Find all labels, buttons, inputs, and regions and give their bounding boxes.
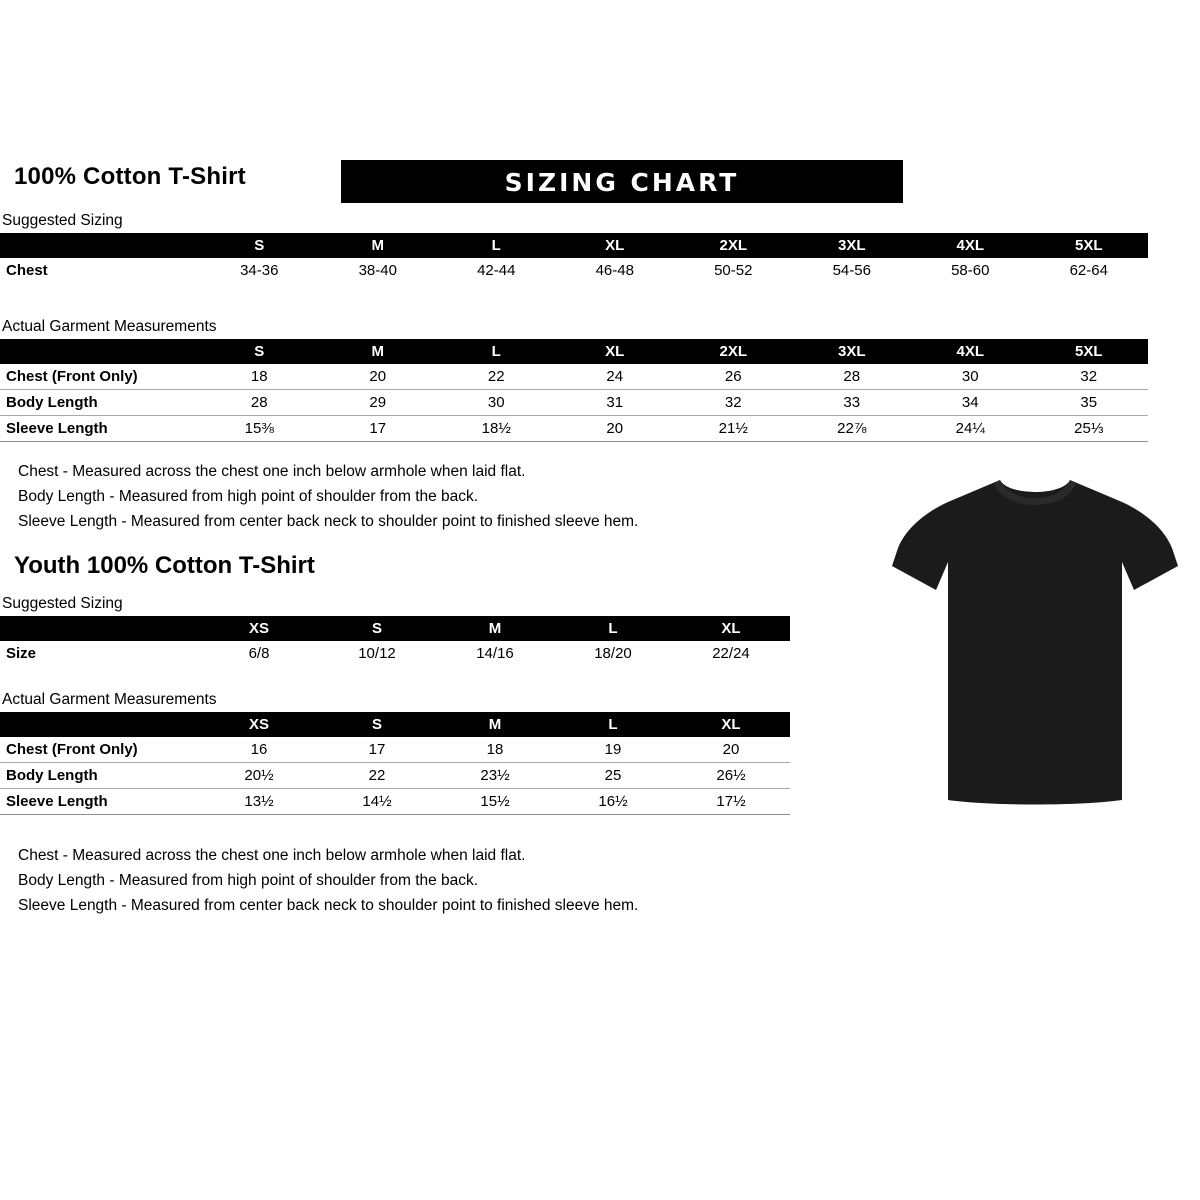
row-label: Size — [6, 645, 37, 662]
adult-suggested-sizing-label: Suggested Sizing — [2, 212, 123, 229]
header-cell: 4XL — [956, 237, 984, 254]
header-cell: L — [491, 237, 501, 254]
table-row — [0, 258, 1148, 283]
header-cell: 5XL — [1074, 343, 1103, 360]
adult-measurement-notes — [18, 459, 638, 534]
header-cell: 3XL — [837, 237, 866, 254]
data-cell: 21½ — [718, 420, 748, 437]
header-cell-corner — [0, 233, 200, 258]
data-cell: 22 — [487, 368, 505, 385]
note-line: Chest - Measured across the chest one inch below armhole when laid flat. — [18, 463, 526, 480]
sizing-chart-banner — [341, 160, 903, 203]
header-cell: S — [371, 716, 382, 733]
tshirt-icon — [890, 470, 1180, 810]
data-cell: 18 — [250, 368, 268, 385]
data-cell: 10/12 — [358, 645, 396, 662]
header-cell: 2XL — [719, 237, 747, 254]
header-cell: XL — [605, 343, 625, 360]
header-cell: M — [488, 716, 502, 733]
adult-section-title: 100% Cotton T-Shirt — [14, 163, 246, 190]
data-cell: 46-48 — [595, 262, 634, 279]
data-cell: 42-44 — [477, 262, 516, 279]
data-cell: 22⅞ — [837, 420, 867, 437]
header-cell: L — [608, 716, 618, 733]
data-cell: 19 — [604, 741, 622, 758]
tshirt-image — [890, 470, 1180, 810]
header-cell: S — [254, 343, 265, 360]
data-cell: 29 — [369, 394, 387, 411]
table-header-row — [0, 339, 1148, 364]
header-cell: S — [371, 620, 382, 637]
data-cell: 54-56 — [832, 262, 871, 279]
data-cell: 18/20 — [594, 645, 632, 662]
data-cell: 23½ — [480, 767, 510, 784]
header-cell: S — [254, 237, 265, 254]
row-label: Sleeve Length — [6, 420, 108, 437]
data-cell: 32 — [1080, 368, 1098, 385]
header-cell: 5XL — [1074, 237, 1103, 254]
data-cell: 20 — [722, 741, 740, 758]
data-cell: 34 — [961, 394, 979, 411]
data-cell: 14/16 — [476, 645, 514, 662]
data-cell: 17 — [369, 420, 387, 437]
data-cell: 34-36 — [240, 262, 279, 279]
data-cell: 24 — [606, 368, 624, 385]
header-cell: L — [608, 620, 618, 637]
row-label: Chest (Front Only) — [6, 741, 138, 758]
adult-actual-measurements-label: Actual Garment Measurements — [2, 318, 217, 335]
row-label: Sleeve Length — [6, 793, 108, 810]
header-cell: M — [371, 237, 384, 254]
data-cell: 6/8 — [248, 645, 270, 662]
header-cell: XL — [605, 237, 625, 254]
table-row — [0, 763, 790, 789]
data-cell: 14½ — [362, 793, 392, 810]
youth-actual-measurements-table — [0, 712, 790, 815]
header-cell: 2XL — [719, 343, 747, 360]
header-cell-corner — [0, 616, 200, 641]
header-cell: XS — [248, 620, 269, 637]
table-row — [0, 641, 790, 666]
data-cell: 15½ — [480, 793, 510, 810]
data-cell: 30 — [961, 368, 979, 385]
table-header-row — [0, 712, 790, 737]
youth-suggested-sizing-label: Suggested Sizing — [2, 595, 123, 612]
note-line: Body Length - Measured from high point of shoulder from the back. — [18, 488, 479, 505]
data-cell: 15⅜ — [244, 420, 274, 437]
header-cell-corner — [0, 712, 200, 737]
data-cell: 30 — [487, 394, 505, 411]
header-cell: L — [491, 343, 501, 360]
adult-actual-measurements-table — [0, 339, 1148, 442]
data-cell: 16½ — [598, 793, 628, 810]
data-cell: 26½ — [716, 767, 746, 784]
sizing-chart-banner-label: SIZING CHART — [504, 168, 740, 197]
youth-measurement-notes — [18, 843, 638, 918]
data-cell: 35 — [1080, 394, 1098, 411]
data-cell: 28 — [843, 368, 861, 385]
data-cell: 38-40 — [358, 262, 397, 279]
data-cell: 16 — [250, 741, 268, 758]
data-cell: 17 — [368, 741, 386, 758]
youth-actual-measurements-label: Actual Garment Measurements — [2, 691, 217, 708]
data-cell: 17½ — [716, 793, 746, 810]
table-row — [0, 789, 790, 815]
data-cell: 58-60 — [951, 262, 990, 279]
table-header-row — [0, 616, 790, 641]
row-label: Body Length — [6, 394, 98, 411]
table-row — [0, 737, 790, 763]
table-header-row — [0, 233, 1148, 258]
data-cell: 22 — [368, 767, 386, 784]
table-row — [0, 390, 1148, 416]
data-cell: 32 — [724, 394, 742, 411]
data-cell: 25⅓ — [1074, 420, 1104, 437]
data-cell: 25 — [604, 767, 622, 784]
note-line: Sleeve Length - Measured from center back neck to shoulder point to finished sleeve hem. — [18, 897, 639, 914]
data-cell: 24¼ — [955, 420, 985, 437]
row-label: Chest (Front Only) — [6, 368, 138, 385]
data-cell: 62-64 — [1069, 262, 1108, 279]
header-cell: M — [371, 343, 384, 360]
header-cell: XL — [721, 716, 741, 733]
header-cell: M — [488, 620, 502, 637]
row-label: Chest — [6, 262, 48, 279]
data-cell: 20 — [606, 420, 624, 437]
data-cell: 50-52 — [714, 262, 753, 279]
youth-section-title: Youth 100% Cotton T-Shirt — [14, 552, 315, 579]
header-cell-corner — [0, 339, 200, 364]
header-cell: XS — [248, 716, 269, 733]
row-label: Body Length — [6, 767, 98, 784]
data-cell: 28 — [250, 394, 268, 411]
header-cell: XL — [721, 620, 741, 637]
header — [14, 160, 904, 204]
data-cell: 18 — [486, 741, 504, 758]
header-cell: 4XL — [956, 343, 984, 360]
data-cell: 13½ — [244, 793, 274, 810]
note-line: Body Length - Measured from high point of shoulder from the back. — [18, 872, 479, 889]
adult-suggested-sizing-table — [0, 233, 1148, 283]
data-cell: 22/24 — [712, 645, 750, 662]
data-cell: 18½ — [481, 420, 511, 437]
data-cell: 20½ — [244, 767, 274, 784]
note-line: Chest - Measured across the chest one inch below armhole when laid flat. — [18, 847, 526, 864]
header-cell: 3XL — [837, 343, 866, 360]
data-cell: 31 — [606, 394, 624, 411]
table-row — [0, 364, 1148, 390]
data-cell: 33 — [843, 394, 861, 411]
youth-suggested-sizing-table — [0, 616, 790, 666]
data-cell: 20 — [369, 368, 387, 385]
note-line: Sleeve Length - Measured from center back neck to shoulder point to finished sleeve hem. — [18, 513, 639, 530]
data-cell: 26 — [724, 368, 742, 385]
table-row — [0, 416, 1148, 442]
